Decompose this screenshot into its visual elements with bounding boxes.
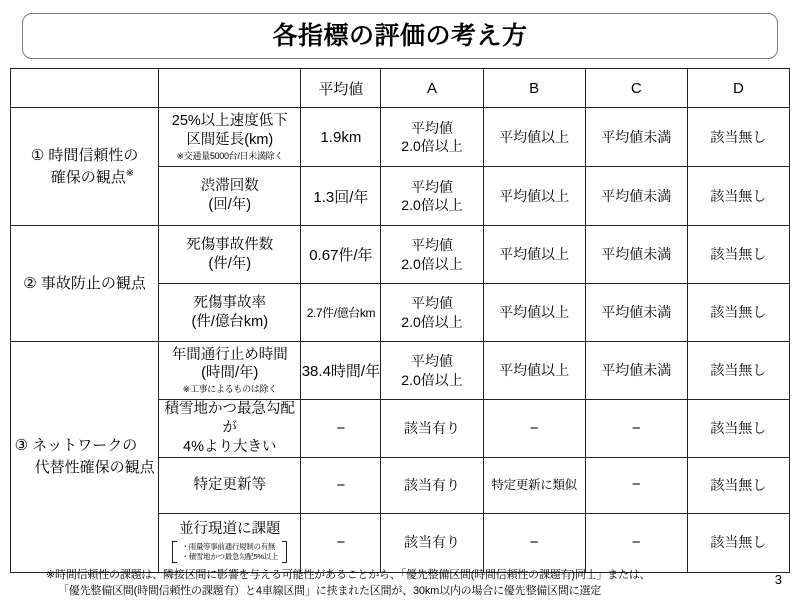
metric-name-cell (159, 226, 301, 284)
grade-a-cell (381, 513, 483, 572)
category-label-1-line2: 確保の観点 (50, 168, 126, 186)
metric-line1: 25%以上速度低下 (171, 113, 288, 130)
table-row (11, 108, 790, 167)
grade-a-line2: 2.0倍以上 (401, 138, 463, 154)
category-number-2: ② (23, 274, 37, 292)
grade-d-cell: 該当無し (687, 342, 789, 400)
grade-a-line1: 平均値 (411, 295, 454, 312)
metric-line2: 区間延長(km) (186, 131, 274, 148)
category-label-3-line2: 代替性確保の観点 (34, 458, 155, 476)
header-spacer-category (11, 69, 159, 108)
category-label-2-line1: 事故防止の観点 (40, 274, 146, 292)
grade-d-cell: 該当無し (687, 284, 789, 342)
table-header-row (11, 69, 790, 108)
metric-line2: (時間/年) (201, 365, 259, 382)
page-number: 3 (774, 572, 782, 587)
grade-b-cell: − (483, 400, 585, 458)
metric-line1: 渋滞回数 (200, 178, 259, 195)
average-value-cell: − (301, 400, 381, 458)
grade-b-cell: 特定更新に類似 (483, 457, 585, 513)
category-label-1-line1: 時間信頼性の (48, 146, 139, 164)
grade-c-cell: − (585, 400, 687, 458)
metric-line1: 死傷事故率 (193, 294, 267, 311)
average-value-cell: 1.3回/年 (301, 167, 381, 226)
grade-d-cell: 該当無し (687, 400, 789, 458)
metric-line2: 4%より大きい (183, 438, 277, 455)
grade-a-cell (381, 342, 483, 400)
category-marker-1: ※ (125, 167, 135, 179)
column-header-d: D (687, 69, 789, 108)
grade-c-cell: 平均値未満 (585, 284, 687, 342)
table-row (11, 226, 790, 284)
grade-a-line1: 平均値 (411, 237, 454, 254)
footnote-line-1: ※時間信頼性の課題は、隣接区間に影響を与える可能性があることから、「優先整備区間(時間信頼性の課題有)同士」または、 (46, 569, 651, 581)
table-row (11, 342, 790, 400)
evaluation-criteria-table (10, 68, 790, 573)
metric-name-cell (159, 167, 301, 226)
metric-line1: 並行現道に課題 (179, 521, 281, 538)
grade-b-cell: − (483, 513, 585, 572)
footnote (46, 568, 746, 600)
metric-line1: 死傷事故件数 (186, 236, 274, 253)
category-cell-group-1 (11, 108, 159, 226)
grade-b-cell: 平均値以上 (483, 342, 585, 400)
grade-c-cell: − (585, 513, 687, 572)
category-cell-group-2 (11, 226, 159, 342)
metric-name-cell (159, 513, 301, 572)
grade-a-cell (381, 400, 483, 458)
grade-c-cell: 平均値未満 (585, 167, 687, 226)
category-cell-group-3 (11, 342, 159, 573)
grade-a-line2: 2.0倍以上 (401, 197, 463, 213)
average-value-cell: 2.7件/億台km (301, 284, 381, 342)
metric-line2: (回/年) (208, 197, 252, 213)
grade-b-cell: 平均値以上 (483, 167, 585, 226)
grade-a-line2: 2.0倍以上 (401, 371, 463, 388)
metric-line1: 年間通行止め時間 (171, 346, 288, 363)
grade-c-cell: 平均値未満 (585, 226, 687, 284)
metric-name-cell (159, 108, 301, 167)
grade-a-line1: 該当有り (404, 420, 461, 437)
grade-d-cell: 該当無し (687, 513, 789, 572)
category-number-3: ③ (14, 437, 29, 455)
metric-name-cell (159, 400, 301, 458)
column-header-b: B (483, 69, 585, 108)
grade-a-line1: 該当有り (404, 534, 461, 551)
grade-a-cell (381, 167, 483, 226)
grade-c-cell: 平均値未満 (585, 108, 687, 167)
metric-bracket-line1: ・雨量等事前通行規制の有無 (181, 541, 276, 551)
grade-d-cell: 該当無し (687, 226, 789, 284)
grade-a-line1: 該当有り (404, 476, 461, 493)
metric-line1: 積雪地かつ最急勾配が (164, 401, 296, 436)
column-header-average: 平均値 (301, 69, 381, 108)
grade-d-cell: 該当無し (687, 457, 789, 513)
grade-a-line1: 平均値 (411, 353, 454, 370)
category-number-1: ① (30, 146, 45, 164)
header-spacer-metric (159, 69, 301, 108)
metric-line2: (件/億台km) (191, 313, 269, 330)
grade-a-cell (381, 284, 483, 342)
average-value-cell: 1.9km (301, 108, 381, 167)
grade-a-cell (381, 226, 483, 284)
metric-name-cell (159, 284, 301, 342)
average-value-cell: 0.67件/年 (301, 226, 381, 284)
grade-b-cell: 平均値以上 (483, 284, 585, 342)
grade-a-line2: 2.0倍以上 (401, 255, 463, 272)
grade-d-cell: 該当無し (687, 108, 789, 167)
grade-b-cell: 平均値以上 (483, 108, 585, 167)
metric-line1: 特定更新等 (193, 476, 267, 493)
metric-line2: (件/年) (208, 255, 252, 272)
metric-name-cell (159, 342, 301, 400)
average-value-cell: − (301, 513, 381, 572)
grade-c-cell: − (585, 457, 687, 513)
grade-a-line1: 平均値 (411, 119, 454, 136)
title-banner (22, 13, 778, 59)
grade-c-cell: 平均値未満 (585, 342, 687, 400)
grade-d-cell: 該当無し (687, 167, 789, 226)
metric-bracket-line2: ・積雪地かつ最急勾配5%以上 (181, 552, 279, 562)
average-value-cell: − (301, 457, 381, 513)
footnote-line-2: 「優先整備区間(時間信頼性の課題有）と4車線区間」に挟まれた区間が、30km以内の場合に優先整備区間に選定 (58, 584, 602, 597)
page-title: 各指標の評価の考え方 (272, 21, 528, 50)
metric-name-cell (159, 457, 301, 513)
grade-a-line2: 2.0倍以上 (401, 313, 463, 330)
metric-note: ※交通量5000台/日未満除く (176, 150, 284, 161)
category-label-3-line1: ネットワークの (32, 437, 138, 455)
grade-b-cell: 平均値以上 (483, 226, 585, 284)
column-header-a: A (381, 69, 483, 108)
average-value-cell: 38.4時間/年 (301, 342, 381, 400)
grade-a-cell (381, 108, 483, 167)
metric-note: ※工事によるものは除く (182, 384, 277, 395)
metric-bracket-note (172, 541, 287, 563)
column-header-c: C (585, 69, 687, 108)
grade-a-line1: 平均値 (411, 178, 454, 195)
grade-a-cell (381, 457, 483, 513)
